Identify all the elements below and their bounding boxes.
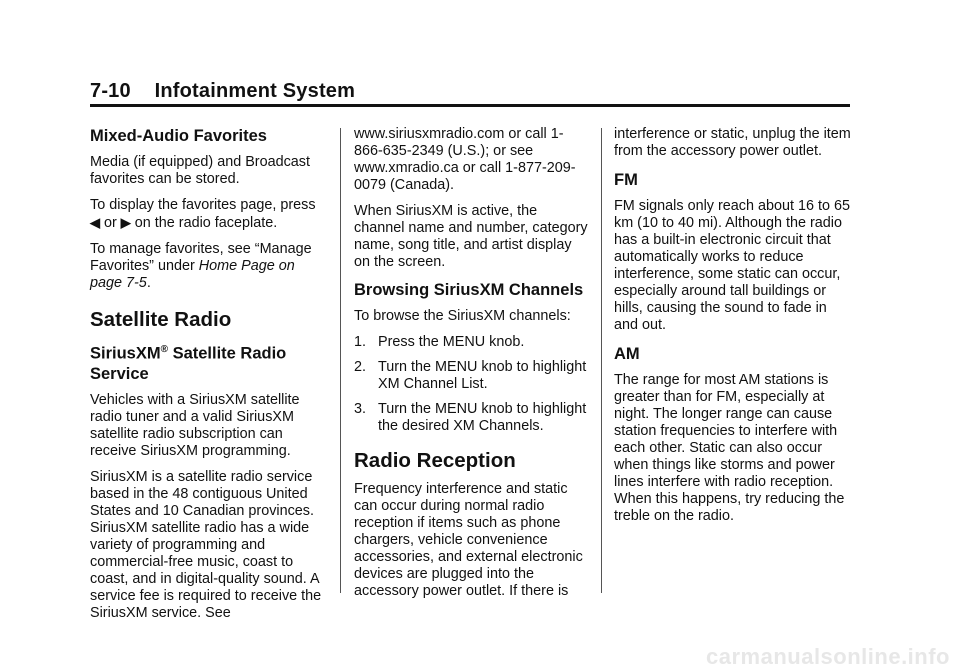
heading-radio-reception: Radio Reception [354, 449, 516, 472]
para-reception: Frequency interference and static can occur during normal radio reception if items such as phone chargers, vehicle convenience accessories, and external electronic devices are plugged into the accessory power outlet. If there is [354, 481, 583, 599]
watermark-text: carmanualsonline.info [706, 644, 950, 669]
next-triangle-icon: ▶ [120, 215, 131, 230]
column-2 [354, 126, 590, 609]
column-divider-1 [340, 128, 341, 593]
heading-browsing-channels: Browsing SiriusXM Channels [354, 281, 584, 299]
heading-satellite-radio: Satellite Radio [90, 308, 232, 331]
steps-list [354, 334, 590, 435]
link-home-page[interactable]: Home Page on page 7-5 [90, 258, 295, 291]
column-3 [614, 126, 852, 534]
heading-am: AM [614, 345, 640, 363]
para-display-favorites: To display the favorites page, press ◀ or ▶ on the radio faceplate. [90, 197, 316, 231]
chapter-title: Infotainment System [154, 80, 356, 102]
list-item: 3. Turn the MENU knob to highlight the desired XM Channels. [354, 401, 587, 434]
para-am: The range for most AM stations is greater than for FM, especially at night. The longer range can cause station frequencies to interfere with each other. Static can also occur when things like storms and power lines interfere with radio reception. When this happens, try reducing the treble on the radio. [614, 372, 845, 524]
list-item: 2. Turn the MENU knob to highlight XM Channel List. [354, 359, 587, 392]
column-1 [90, 126, 328, 631]
para-vehicles: Vehicles with a SiriusXM satellite radio tuner and a valid SiriusXM satellite radio subscription can receive SiriusXM programming. [90, 391, 300, 459]
heading-mixed-audio-favorites: Mixed-Audio Favorites [90, 127, 267, 145]
header-rule [90, 104, 850, 107]
para-manage-favorites: To manage favorites, see “Manage Favorites” under Home Page on page 7-5. [90, 241, 312, 291]
para-fm: FM signals only reach about 16 to 65 km (10 to 40 mi). Although the radio has a built-in electronic circuit that automatically works to reduce interference, some static can occur, especially around tall buildings or hills, causing the sound to fade in and out. [614, 198, 850, 333]
page-header [90, 80, 355, 103]
para-media: Media (if equipped) and Broadcast favorites can be stored. [90, 154, 310, 187]
heading-siriusxm-service: SiriusXM® Satellite Radio Service [90, 344, 287, 383]
list-item: 1. Press the MENU knob. [354, 334, 525, 350]
para-interference-cont: interference or static, unplug the item from the accessory power outlet. [614, 126, 851, 159]
page-number: 7-10 [90, 80, 131, 102]
para-service: SiriusXM is a satellite radio service based in the 48 contiguous United States and 10 Canadian provinces. SiriusXM satellite radio has a wide variety of programming and commercial-free music, coast to coast, and in digital-quality sound. A service fee is required to receive the SiriusXM service. See [90, 468, 322, 621]
prev-triangle-icon: ◀ [90, 215, 100, 230]
para-active: When SiriusXM is active, the channel name and number, category name, song title, and artist display on the screen. [354, 203, 588, 270]
heading-fm: FM [614, 171, 638, 189]
para-websites: www.siriusxmradio.com or call 1-866-635-2349 (U.S.); or see www.xmradio.ca or call 1-877-209-0079 (Canada). [354, 126, 576, 193]
para-browse: To browse the SiriusXM channels: [354, 308, 571, 324]
column-divider-2 [601, 128, 602, 593]
